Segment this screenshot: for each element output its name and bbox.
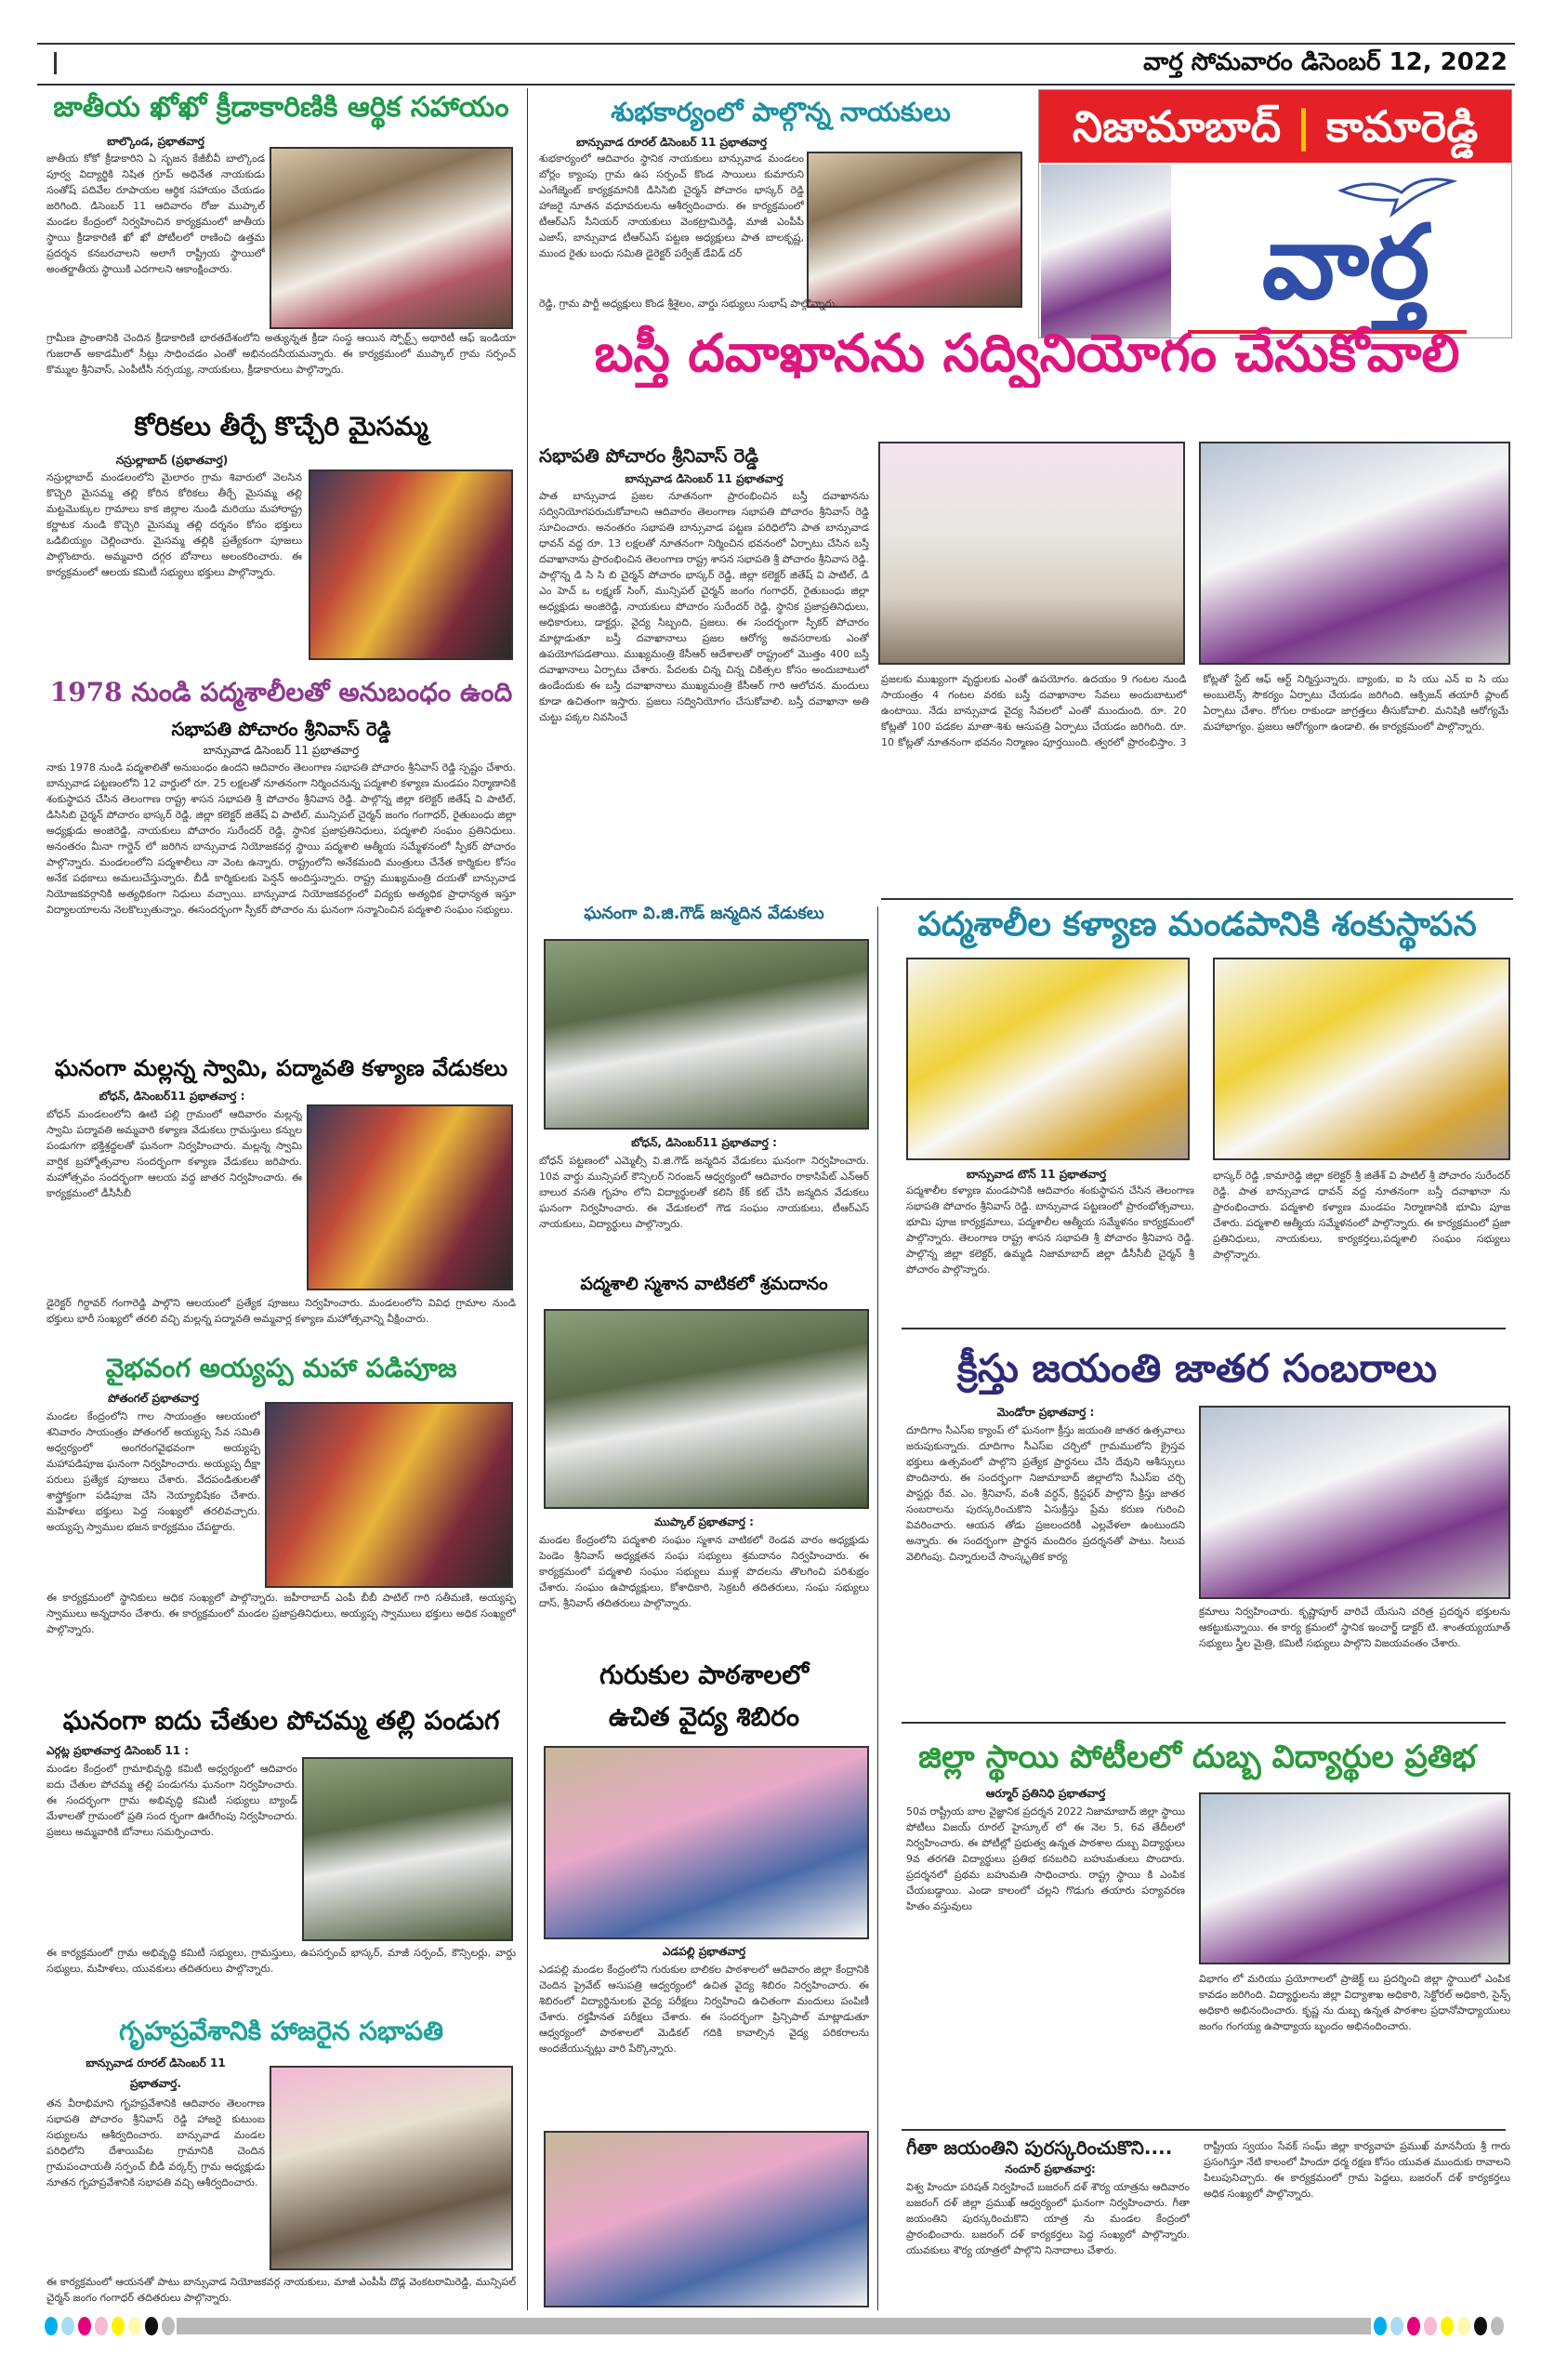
dateline: ఎడపల్లి ప్రభాతవార్త xyxy=(662,1945,746,1958)
main-headline: బస్తీ దవాఖానను సద్వినియోగం చేసుకోవాలి xyxy=(594,324,1460,384)
article-body-continued: రెడ్డి, గ్రామ పార్టీ అధ్యక్షులు కొండ శ్రీశైలం, వార్డు సభ్యులు సుభాష్ పాల్గొన్నారు. xyxy=(539,298,838,310)
article-body-continued: గ్రామీణ ప్రాంతానికి చెందిన క్రీడాకారిణి భారతదేశంలోని అత్యున్నత క్రీడా సంస్థ ఆయిన స్పోర్ట్స్ అథారిటీ ఆఫ్ ఇండియా గుజరాత్ అకాడమీలో సీట్లు సాధించడం ఎంతో అభినందనీయమన్నారు. ఈ కార్యక్రమంలో ముప్కాల్ గ్రామ సర్పంచ్ కొమ్ముల శ్రీనివాస్, ఎంపీటీసీ నర్సయ్య, నాయకులు, క్రీడాకారులు పాల్గొన్నారు. xyxy=(46,332,516,376)
news-photo xyxy=(878,442,1185,665)
article-body: మండల కేంద్రంలో గ్రామాభివృద్ధి కమిటీ అధ్వర్యంలో ఆదివారం ఐదు చేతుల పోచమ్మ తల్లి పండుగను ఘనంగా నిర్వహించారు. ఈ సందర్భంగా గ్రామ అభివృద్ధి కమిటీ సభ్యులు బ్యాండ్ మేళాలతో గ్రామంలో ప్రతి సంద ర్భంగా ఊరేగింపు నిర్వహించారు. ప్రజలు అమ్మవారికి బోనాలు సమర్పించారు. xyxy=(46,1763,297,1838)
news-photo xyxy=(544,1746,869,1939)
headline: ఘనంగా ఐదు చేతుల పోచమ్మ తల్లి పండుగ xyxy=(62,1705,500,1736)
newspaper-logo: వార్త xyxy=(1261,203,1430,322)
section-rule xyxy=(902,2129,1506,2131)
headline: గురుకుల పాఠశాలలో xyxy=(599,1659,810,1690)
news-photo xyxy=(309,469,513,660)
article-body: జాతీయ కోకో క్రీడాకారిని ఏ సృజన కేజీబీవీ బాల్కొండ పూర్వ విద్యార్థికి నిషిత గ్రూప్ అధినేత నాయకుడు సంతోష్ పదివేల రూపాయల ఆర్థిక సహాయం చేయడం జరిగింది. డిసెంబర్ 11 ఆదివారం రోజు ముప్కాల్ మండల కేంద్రంలో నిర్వహించిన కార్యక్రమంలో జాతీయ స్థాయి క్రీడాకారిణి ఖో ఖో పోటీలలో రాణించి ఉత్తమ ప్రదర్శన కనబరచాలని అలాగే రాష్ట్రీయ స్థాయిలో అంతర్జాతీయ స్థాయికి ఎదగాలని ఆకాంక్షించారు. xyxy=(46,152,265,275)
dateline: ముప్కాల్ ప్రభాతవార్త : xyxy=(654,1515,754,1528)
news-photo xyxy=(265,1402,513,1588)
article-body: దూదిగాం సీఎస్ఐ క్యాంప్ లో ఘనంగా క్రీస్తు జయంతి జాతర ఉత్సవాలు జరుపుకున్నారు. దూదిగాం సీఎస్ఐ చర్చిలో గ్రామములోని క్రైస్తవ భక్తులు ఉత్సవంలో పాల్గొని ప్రత్యేక ప్రార్థనలు చేసి దేవుని ఆశీస్సులు పొందినారు. ఈ సందర్భంగా నిజామాబాద్ జిల్లాలోని సీఎస్ఐ చర్చి పాస్టర్లు రేవ. ఎం. శ్రీనివాస్, వంశీ వర్ధన్, క్రిస్టఫర్ పాల్గొని క్రీస్తు జాతర సంబరాలను పురస్కరించుకొని ఏసుక్రీస్తు ప్రేమ కరుణ గురించి వివరించారు. ఆయన తోడు ప్రజలందరికీ ఎల్లవేళలా ఉంటుందని అన్నారు. ఈ సందర్భంగా ప్రార్థన మందిరం ప్రదర్శనతో పాటు. సిలువ వెలిగింపు. చిన్నారులచే సాంస్కృతిక కార్య xyxy=(906,1424,1185,1563)
column-divider-left xyxy=(527,88,528,2310)
registration-dot xyxy=(1390,2317,1403,2335)
article-body: నస్రుల్లాబాద్ మండలంలోని మైలారం గ్రామ శివారులో వెలసిన కొచ్చెరి మైసమ్మ తల్లి కోరిన కోరికలు తీర్చే మైసమ్మ తల్లి మట్టమొక్కుల గ్రామాలు కాక జిల్లాల నుండి మరియు మహారాష్ట్ర కర్ణాటక నుండి కొచ్చెరి మైసమ్మ తల్లి దర్శనం కోసం భక్తులు ఒడిబియ్యం చెల్లించారు. మైసమ్మ తల్లికి ప్రత్యేకంగా పూజలు పాల్గొంటారు. అమ్మవారి దగ్గర బోనాలు అలంకరించారు. ఈ కార్యక్రమంలో ఆలయ కమిటీ సభ్యులు భక్తులు పాల్గొన్నారు. xyxy=(46,471,302,578)
edition-separator: | xyxy=(1296,101,1311,152)
edition-name-2: కామారెడ్డి xyxy=(1325,101,1479,152)
headline: ఘనంగా వి.జి.గౌడ్ జన్మదిన వేడుకలు xyxy=(584,904,824,923)
headline: శుభకార్యంలో పాల్గొన్న నాయకులు xyxy=(611,97,951,127)
article-body: పాత బాన్సువాడ ప్రజల నూతనంగా ప్రారంభించిన బస్తీ దవాఖానను సద్వినియోగపరుచుకోవాలని ఆదివారం తెలంగాణ సభాపతి పోచారం శ్రీనివాస్ రెడ్డి సూచించారు. అనంతరం సభాపతి బాన్సువాడ పట్టణ పరిధిలోని పాత బాన్సువాడ ధావన్ వద్ద రూ. 13 లక్షలతో నూతనంగా నిర్మించిన భవనంలో ఏర్పాటు చేసిన బస్తీ దవాఖానాను ప్రారంభించిన తెలంగాణ రాష్ట్ర శాసన సభాపతి శ్రీ పోచారం శ్రీనివాస రెడ్డి. పాల్గొన్న డి సి సి బి చైర్మన్ పోచారం భాస్కర్ రెడ్డి, జిల్లా కలెక్టర్ జితేష్ వి పాటిల్, డి ఎం హెచ్ ఒ లక్ష్మణ్ సింగ్, మున్సిపల్ చైర్మన్ జంగం గంగాధర్, రైతుబంధు జిల్లా అధ్యక్షుడు అంజిరెడ్డి, నాయకులు పోచారం సురేందర్ రెడ్డి, స్థానిక ప్రజాప్రతినిధులు, అధికారులు, డాక్టర్లు, వైద్య సిబ్బంది, ప్రజలు. ఈ సందర్భంగా స్పీకర్ పోచారం మాట్లాడుతూ బస్తీ దవాఖానాలు ప్రజల ఆరోగ్య అవసరాలకు ఎంతో ఉపయోగపడతాయి. ముఖ్యమంత్రి కేసీఆర్ ఆదేశాలతో రాష్ట్రంలో మొత్తం 400 బస్తీ దవాఖానాలు ఏర్పాటు చేశారు. పేదలకు చిన్న చిన్న చికిత్సల కోసం అందుబాటులో ఉండేందుకు ఈ బస్తీ దవాఖానాలు ముఖ్యమంత్రి కేసీఆర్ గారి ఆలోచన. మందులు కూడా ఉచితంగా ఇస్తారు. ప్రజలు సద్వినియోగం చేసుకోవాలి. బస్తీ దవాఖానా అతి చుట్టు పక్కల నివసించే xyxy=(539,490,869,723)
news-photo xyxy=(807,152,1022,308)
dateline: బాన్సువాడ టౌన్ 11 ప్రభాతవార్త xyxy=(966,1168,1107,1181)
article-body-continued: క్రమాలు నిర్వహించారు. కృష్ణాపూర్ వారిచే యేసుని చరిత్ర ప్రదర్శన భక్తులను ఆకట్టుకున్నాయి. ఈ కార్య క్రమంలో స్థానిక ఇంచార్జ్ డాక్టర్ టి. శాంతయ్యయూత్ సభ్యులు స్త్రీల మైత్రి, కమిటీ సభ్యులు పాల్గొని విజయవంతం చేశారు. xyxy=(1199,1606,1510,1649)
article-body: విశ్వ హిందూ పరిషత్ నిర్వహించే బజరంగ్ దళ్ శౌర్య యాత్రను ఆదివారం బజరంగ్ దళ్ జిల్లా ప్రముఖ్ ఆధ్వర్యంలో ఘనంగా నిర్వహించారు. గీతా జయంతిని పురస్కరించుకొని యాత్ర ను మండల కేంద్రంలో ప్రారంభించారు. బజరంగ్ దళ్ కార్యకర్తలు పెద్ద సంఖ్యలో పాల్గొన్నారు. యువకులు శౌర్య యాత్రలో పాల్గొని నినాదాలు చేశారు. xyxy=(906,2181,1190,2256)
registration-dot xyxy=(1441,2317,1454,2335)
news-photo xyxy=(906,958,1190,1160)
dateline: బాల్కొండ, ప్రభాతవార్త xyxy=(107,135,204,148)
registration-dot xyxy=(45,2317,58,2335)
registration-dot xyxy=(1474,2317,1487,2335)
registration-dot xyxy=(61,2317,74,2335)
registration-dot xyxy=(78,2317,91,2335)
article-body: శుభకార్యంలో ఆదివారం స్థానిక నాయకులు బాన్సువాడ మండలం బోర్లం క్యాంపు గ్రామ ఉప సర్పంచ్ కొండ సాయిలు కుమారుని ఎంగేజ్మెంట్ కార్యక్రమానికి డిసిసిబి చైర్మన్ పోచారం భాస్కర్ రెడ్డి హాజరై నూతన వధూవరులను ఆశీర్వదించారు. ఈ కార్యక్రమంలో టీఆర్ఎస్ సీనియర్ నాయకులు వెంకట్రామిరెడ్డి, మాజీ ఎంపీపీ ఎజాస్, బాన్సువాడ టీఆర్ఎస్ పట్టణ అధ్యక్షులు పాత బాలకృష్ణ, ముంద రైతు బంధు సమితి డైరెక్టర్ పర్వేజ్ డేవిడ్ దర్ xyxy=(539,152,804,259)
article-body: తన వీరాభిమాని గృహప్రవేశానికి ఆదివారం తెలంగాణ సభాపతి పోచారం శ్రీనివాస్ రెడ్డి హాజరై కుటుంబ సభ్యులను ఆశీర్వదించారు. బాన్సువాడ మండల పరిధిలోని దేశాయిపేట గ్రామానికి చెందిన గ్రామపంచాయతీ సర్పంచ్ బీడీ వర్కర్స్ గ్రామ అధ్యక్షుడు నూతన గృహప్రవేశానికి సభాపతి వచ్చి ఆశీర్వదించారు. xyxy=(46,2097,265,2188)
article-body: పద్మశాలీల కళ్యాణ మండపానికి ఆదివారం శంకుస్థాపన చేసిన తెలంగాణ సభాపతి పోచారం శ్రీనివాస్ రెడ్డి. బాన్సువాడ పట్టణంలో ప్రారంభోత్సవాలు, భూమి పూజ కార్యక్రమాలు, పద్మశాలీల ఆత్మీయ సమ్మేళనం కార్యక్రమంలో పాల్గొన్నారు. తెలంగాణ రాష్ట్ర శాసన సభాపతి శ్రీ పోచారం శ్రీనివాస రెడ్డి. పాల్గొన్న జిల్లా కలెక్టర్, ఉమ్మడి నిజామాబాద్ జిల్లా డీసీసీబీ చైర్మన్ శ్రీ పోచారం పాల్గొన్నారు. xyxy=(906,1184,1194,1276)
article-body-continued: ఈ కార్యక్రమంలో గ్రామ అభివృద్ధి కమిటీ సభ్యులు, గ్రామస్తులు, ఉపసర్పంచ్ భాస్కర్, మాజీ సర్పంచ్, కౌన్సిలర్లు, వార్డు సభ్యులు, మహిళలు, యువకులు తదితరులు పాల్గొన్నారు. xyxy=(46,1947,516,1975)
headline: పద్మశాలి స్మశాన వాటికలో శ్రమదానం xyxy=(580,1274,828,1294)
headline-line-2: ఉచిత వైద్య శిబిరం xyxy=(608,1701,800,1732)
headline: గీతా జయంతిని పురస్కరించుకొని.... xyxy=(906,2136,1173,2159)
dateline: ఎర్గట్ల ప్రభాతవార్త డిసెంబర్ 11 : xyxy=(46,1744,190,1757)
registration-dot xyxy=(162,2317,175,2335)
article-body: మండల కేంద్రంలోని గాల సాయంత్రం ఆలయంలో శనివారం సాయంత్రం పోతంగల్ అయ్యప్ప సేవ సమితి అధ్వర్యంలో అంగరంగవైభవంగా అయ్యప్ప మహాపడిపూజ ఘనంగా నిర్వహించారు. అయ్యప్ప దీక్షా పరులు ప్రత్యేక పూజలు చేశారు. వేదపండితులతో శాస్త్రోక్తంగా పడిపూజ చేసి నెయ్యాభిషేకం చేశారు. మహిళలు భక్తులు పెద్ద సంఖ్యలో తరలివచ్చారు. అయ్యప్ప స్వాముల భజన కార్యక్రమం చేపట్టారు. xyxy=(46,1410,260,1533)
edition-name: నిజామాబాద్ xyxy=(1072,101,1282,152)
dateline: బోధన్, డిసెంబర్11 ప్రభాతవార్త : xyxy=(631,1136,777,1149)
news-photo xyxy=(270,147,513,329)
headline: గృహప్రవేశానికి హాజరైన సభాపతి xyxy=(119,2016,443,2046)
header-rule xyxy=(37,84,1515,86)
dateline-2: ప్రభాతవార్త. xyxy=(130,2077,181,2090)
registration-dot xyxy=(1491,2317,1504,2335)
top-rule xyxy=(37,43,1515,45)
subhead: సభాపతి పోచారం శ్రీనివాస్ రెడ్డి xyxy=(171,718,391,740)
registration-dot xyxy=(1407,2317,1420,2335)
dateline: బాన్సువాడ రూరల్ డిసెంబర్ 11 xyxy=(86,2056,226,2069)
news-photo xyxy=(544,939,869,1130)
date-line: వార్త సోమవారం డిసెంబర్ 12, 2022 xyxy=(1143,48,1508,76)
dateline: బాన్సువాడ రూరల్ డిసెంబర్ 11 ప్రభాతవార్త xyxy=(576,136,767,149)
dateline: పోతంగల్ ప్రభాతవార్త xyxy=(108,1392,199,1405)
news-photo xyxy=(302,1757,513,1941)
article-body: మండల కేంద్రంలోని పద్మశాలి సంఘం స్మశాన వాటికలో రెండవ వారం అధ్యక్షుడు పెండెం శ్రీనివాస్ అధ్యక్షతన సంఘ సభ్యులు శ్రమదానం నిర్వహించారు. ఈ కార్యక్రమంలో పద్మశాలి సంఘం సభ్యులు ముళ్ల పొదలను తొలగించి పరిశుభ్రం చేశారు. సంఘం ఉపాధ్యక్షులు, కోశాధికారి, సెక్రటరీ తదితరులు, సంఘ సభ్యులు దాస్, శ్రీనివాస్ తదితరులు పాల్గొన్నారు. xyxy=(539,1534,869,1609)
news-photo xyxy=(1199,442,1510,665)
headline: ఘనంగా మల్లన్న స్వామి, పద్మావతి కళ్యాణ వేడుకలు xyxy=(54,1055,508,1081)
article-body-continued: భాస్కర్ రెడ్డి ,కామారెడ్డి జిల్లా కలెక్టర్ శ్రీ జితేశ్ వి పాటిల్ శ్రీ పోచారం సురేందర్ రెడ్డి. పాత బాన్సువాడ ధావన్ వద్ద నూతనంగా బస్తీ దవాఖానా ను ప్రారంభించారు. పద్మశాలి కళ్యాణ మండపం నిర్మాణానికి భూమి పూజ చేశారు. పద్మశాలి ఆత్మీయ సమ్మేళనంలో పాల్గొన్నారు. ఈ కార్యక్రమంలో ప్రజా ప్రతినిధులు, నాయకులు, కార్యకర్తలు,పద్మశాలి సంఘం సభ్యులు పాల్గొన్నారు. xyxy=(1213,1170,1510,1261)
temple-photo xyxy=(1041,165,1171,337)
left-margin-mark xyxy=(54,52,57,74)
section-rule xyxy=(902,1328,1506,1329)
dateline: బాన్సువాడ డిసెంబర్ 11 ప్రభాతవార్త xyxy=(203,744,360,757)
article-body: ఎడపల్లి మండల కేంద్రంలోని గురుకుల బాలికల పాఠశాలలో ఆదివారం జిల్లా కేంద్రానికి చెందిన ప్రైవేట్ ఆసుపత్రి ఆధ్వర్యంలో ఉచిత వైద్య శిబిరం నిర్వహించారు. ఈ శిబిరంలో విద్యార్థినులకు వైద్య పరీక్షలు నిర్వహించి ఉచితంగా మందులు పంపిణీ చేశారు. రక్తహీనత పరీక్షలు చేశారు. ఈ సందర్భంగా ప్రిన్సిపాల్ మాట్లాడుతూ ఆధ్వర్యంలో పాఠశాలలో మెడికల్ గదికి కావాల్సిన వైద్య పరికరాలను అందజేయున్నట్లు వారి పేర్కొన్నారు. xyxy=(539,1964,869,2055)
dateline: మెండోరా ప్రభాతవార్త : xyxy=(996,1406,1095,1419)
headline: వైభవంగ అయ్యప్ప మహా పడిపూజ xyxy=(105,1353,457,1383)
headline: 1978 నుండి పద్మశాలీలతో అనుబంధం ఉంది xyxy=(49,677,513,707)
headline: కోరికలు తీర్చే కొచ్చేరి మైసమ్మ xyxy=(134,411,428,442)
dateline: ఆర్మూర్ ప్రతినిధి ప్రభాతవార్త xyxy=(985,1787,1106,1800)
article-body: 50వ రాష్ట్రీయ బాల వైజ్ఞానిక ప్రదర్శన 2022 నిజామాబాద్ జిల్లా స్థాయి పోటీలు విజయ్ రూరల్ హైస్కూల్ లో ఈ నెల 5, 6వ తేదీలలో నిర్వహించారు. ఈ పోటీల్లో ప్రభుత్వ ఉన్నత పాఠశాల దుబ్బ విద్యార్థులు 9వ తరగతి విద్యార్థులు ప్రతిభ కనబరిచి బహుమతులు పొందారు. ప్రదర్శనలో ప్రథమ బహుమతి సాధించారు. రాష్ట్ర స్థాయి కి ఎంపిక చేయబడ్డాయి. ఎండా కాలంలో చల్లని గొడుగు తయారు పర్యావరణ హితం వస్తువులు xyxy=(906,1805,1185,1912)
news-photo xyxy=(1199,1406,1510,1599)
news-photo xyxy=(544,1309,869,1509)
registration-dot xyxy=(128,2317,141,2335)
dateline: నస్రుల్లాబాద్ (ప్రభాతవార్త) xyxy=(115,454,229,467)
registration-bar xyxy=(177,2318,1371,2334)
news-photo xyxy=(1199,1792,1510,1964)
dateline: బాన్సువాడ డిసెంబర్ 11 ప్రభాతవార్త xyxy=(625,472,784,485)
headline: జిల్లా స్థాయి పోటీలలో దుబ్బ విద్యార్థుల ప్రతిభ xyxy=(918,1739,1476,1776)
headline: క్రీస్తు జయంతి జాతర సంబరాలు xyxy=(956,1345,1438,1391)
news-photo xyxy=(270,2066,513,2270)
section-rule xyxy=(902,1722,1506,1724)
registration-dot xyxy=(95,2317,108,2335)
column-divider-mid xyxy=(877,906,878,2310)
article-body: నాకు 1978 నుండి పద్మశాలితో అనుబంధం ఉందని ఆదివారం తెలంగాణ సభాపతి పోచారం శ్రీనివాస్ రెడ్డి స్పష్టం చేశారు. బాన్సువాడ పట్టణంలోని 12 వార్డులో రూ. 25 లక్షలతో నూతనంగా నిర్మించనున్న పద్మశాలి కళ్యాణ మండపం నిర్మాణానికి శంకుస్థాపన చేసిన తెలంగాణ రాష్ట్ర శాసన సభాపతి శ్రీ పోచారం శ్రీనివాస రెడ్డి. పాల్గొన్న జిల్లా కలెక్టర్ జితేష్ వి పాటిల్, డిసిసిబి చైర్మన్ పోచారం భాస్కర్ రెడ్డి, జిల్లా కలెక్టర్ జితేష్ వి పాటిల్, మున్సిపల్ చైర్మన్ జంగం గంగాధర్, రైతుబంధు జిల్లా అధ్యక్షుడు అంజిరెడ్డి, నాయకులు పోచారం సురేందర్ రెడ్డి, స్థానిక ప్రజాప్రతినిధులు, పద్మశాలి సంఘం ప్రతినిధులు. అనంతరం మీనా గార్డెన్ లో జరిగిన బాన్సువాడ నియోజకవర్గ స్థాయి పద్మశాలి ఆత్మీయ సమ్మేళనంలో స్పీకర్ పోచారం పాల్గొన్నారు. మండలంలోని పద్మశాలీలు నా వెంట ఉన్నారు. రాష్ట్రంలోని అనేకమంది మంత్రులు చేనేత కార్మికుల కోసం అనేక పథకాలు అమలుచేస్తున్నారు. బీడీ కార్మికులకు పెన్షన్ అందిస్తున్నారు. రాష్ట్ర ముఖ్యమంత్రి దయతో బాన్సువాడ నియోజకవర్గానికి అత్యధికంగా నిధులు వచ్చాయి. బాన్సువాడ నియోజకవర్గంలో విద్యకు అత్యధిక ప్రాధాన్యత ఇస్తూ విద్యాలయాలను నెలకొల్పుతున్నాం. ఈసందర్భంగా స్పీకర్ పోచారం ను ఘనంగా సన్మానించిన పద్మశాలి సంఘం సభ్యులు. xyxy=(46,761,516,916)
news-photo xyxy=(1213,958,1510,1160)
headline: పద్మశాలీల కళ్యాణ మండపానికి శంకుస్థాపన xyxy=(917,906,1477,944)
masthead-red-band xyxy=(1039,90,1511,163)
article-body-continued: రాష్ట్రీయ స్వయం సేవక్ సంఘ్ జిల్లా కార్యవాహ ప్రముఖ్ మాననీయ శ్రీ గారు ప్రసంగిస్తూ నేటి కాలంలో హిందూ ధర్మ రక్షణ కోసం యువత ముందుకు రావాలని పిలుపునిచ్చారు. ఈ కార్యక్రమంలో గ్రామ పెద్దలు, బజరంగ్ దళ్ కార్యకర్తలు అధిక సంఖ్యలో పాల్గొన్నారు. xyxy=(1204,2140,1510,2200)
headline: జాతీయ ఖోఖో క్రీడాకారిణికి ఆర్థిక సహాయం xyxy=(53,91,509,124)
article-body: బోధన్ పట్టణంలో ఎమ్మెల్సీ వి.జి.గౌడ్ జన్మదిన వేడుకలు ఘనంగా నిర్వహించారు. 10వ వార్డు మున్సిపల్ కౌన్సిలర్ నిరంజన్ ఆధ్వర్యంలో ఆదివారం రాకాసిపేట్ ఎన్ఆర్ బాలుర వసతి గృహం లోని విద్యార్థులతో కలిసి కేక్ కట్ చేసి జన్మదిన వేడుకలు ఘనంగా నిర్వహించారు. ఈ వేడుకలలో గౌడ సంఘం నాయకులు, టీఆర్ఎస్ నాయకులు, విద్యార్థులు పాల్గొన్నారు. xyxy=(539,1155,869,1230)
article-body-continued: ఈ కార్యక్రమంలో ఆయనతో పాటు బాన్సువాడ నియోజకవర్గ నాయకులు, మాజీ ఎంపీపీ దొడ్ల వెంకటరామిరెడ్డి, మున్సిపల్ చైర్మన్ జంగం గంగాధర్ తదితరులు పాల్గొన్నారు. xyxy=(46,2276,516,2304)
news-photo xyxy=(544,2131,869,2307)
registration-dot xyxy=(145,2317,158,2335)
registration-dot xyxy=(1424,2317,1437,2335)
article-body-continued: ఈ కార్యక్రమంలో స్థానికులు అధిక సంఖ్యలో పాల్గొన్నారు. జహీరాబాద్ ఎంపీ బీబీ పాటిల్ గారి సతీమణి, అయ్యప్ప స్వాములు అన్నదానం చేశారు. ఈ కార్యక్రమంలో మండల ప్రజాప్రతినిధులు, అయ్యప్ప స్వాములు భక్తులు అధిక సంఖ్యలో పాల్గొన్నారు. xyxy=(46,1592,516,1635)
registration-dot xyxy=(112,2317,125,2335)
registration-dot xyxy=(1374,2317,1387,2335)
dateline: నందూర్ ప్రభాతవార్త: xyxy=(1005,2162,1096,2175)
subhead: సభాపతి పోచారం శ్రీనివాస్ రెడ్డి xyxy=(539,444,759,467)
article-body-continued: డైరెక్టర్ గిర్దావర్ గంగారెడ్డి పాల్గొని ఆలయంలో ప్రత్యేక పూజలు నిర్వహించారు. మండలంలోని వివిధ గ్రామాల నుండి భక్తులు భారీ సంఖ్యలో తరలి వచ్చి మల్లన్న పద్మావతి అమ్మవార్ల కళ్యాణ మహోత్సవాన్ని వీక్షించారు. xyxy=(46,1297,516,1325)
news-photo xyxy=(307,1104,513,1290)
registration-dot xyxy=(1457,2317,1470,2335)
article-body-continued: విభాగం లో మరియు ప్రయోగాలలో ప్రాజెక్ట్ లు ప్రదర్శించి జిల్లా స్థాయిలో ఎంపిక కావడం జరిగింది. విద్యార్థులను జిల్లా విద్యాశాఖ అధికారి, సెక్టోరల్ అధికారి, సైన్స్ అధికారి అభినందించారు. కృష్ణ ను దుబ్బ ఉన్నత పాఠశాల ప్రధానోపాధ్యాయులు జంగం గంగయ్య ఉపాధ్యాయ బృందం అభినందించారు. xyxy=(1199,1973,1510,2032)
article-body-continued: ప్రజలకు ముఖ్యంగా వృద్ధులకు ఎంతో ఉపయోగం. ఉదయం 9 గంటల నుండి సాయంత్రం 4 గంటల వరకు బస్తీ దవాఖానాల సేవలు అందుబాటులో ఉంటాయి. నేడు బాన్సువాడ వైద్య సేవలలో ఎంతో ముందుంది. రూ. 20 కోట్లతో 100 పడకల మాతా-శిశు ఆసుపత్రి ఏర్పాటు చేయడం జరిగింది. రూ. 10 కోట్లతో నూతనంగా భవనం నిర్మాణం పూర్తయింది. త్వరలో ప్రారంభిస్తాం. 3 కోట్లతో స్టేట్ ఆఫ్ ఆర్ట్ నిర్మిస్తున్నారు. బ్యాంకు, ఐ సి యు ఎన్ ఐ సి యు అంబులెన్స్ సౌకర్యం ఏర్పాటు చేయడం జరిగింది. ఆక్సిజన్ తయారీ ప్లాంట్ ఏర్పాటు చేశాం. రోగుల రాకుండా జాగ్రత్తలు తీసుకోవాలి. మనిషికి ఆరోగ్యమే మహాభాగ్యం. ప్రజలు ఆరోగ్యంగా ఉండాలి. ఈ కార్యక్రమంలో పాల్గొన్నారు. xyxy=(881,673,1508,748)
masthead xyxy=(1038,89,1512,338)
article-body: బోధన్ మండలంలోని ఊటి పల్లి గ్రామంలో ఆదివారం మల్లన్న స్వామి పద్మావతి అమ్మవారి కళ్యాణ వేడుకలు గ్రామస్తులు కన్నుల పండుగగా భక్తిశ్రద్ధలతో ఘనంగా నిర్వహించారు. మల్లన్న స్వామి వార్షిక బ్రహ్మోత్సవాల సందర్భంగా కళ్యాణ వేడుకలు జరిపారు. మహోత్సవం సందర్భంగా ఆలయ వద్ద జాతర నిర్వహించారు. ఈ కార్యక్రమంలో డీసీసీబీ xyxy=(46,1108,302,1199)
dateline: బోధన్, డిసెంబర్11 ప్రభాతవార్త : xyxy=(99,1090,245,1103)
